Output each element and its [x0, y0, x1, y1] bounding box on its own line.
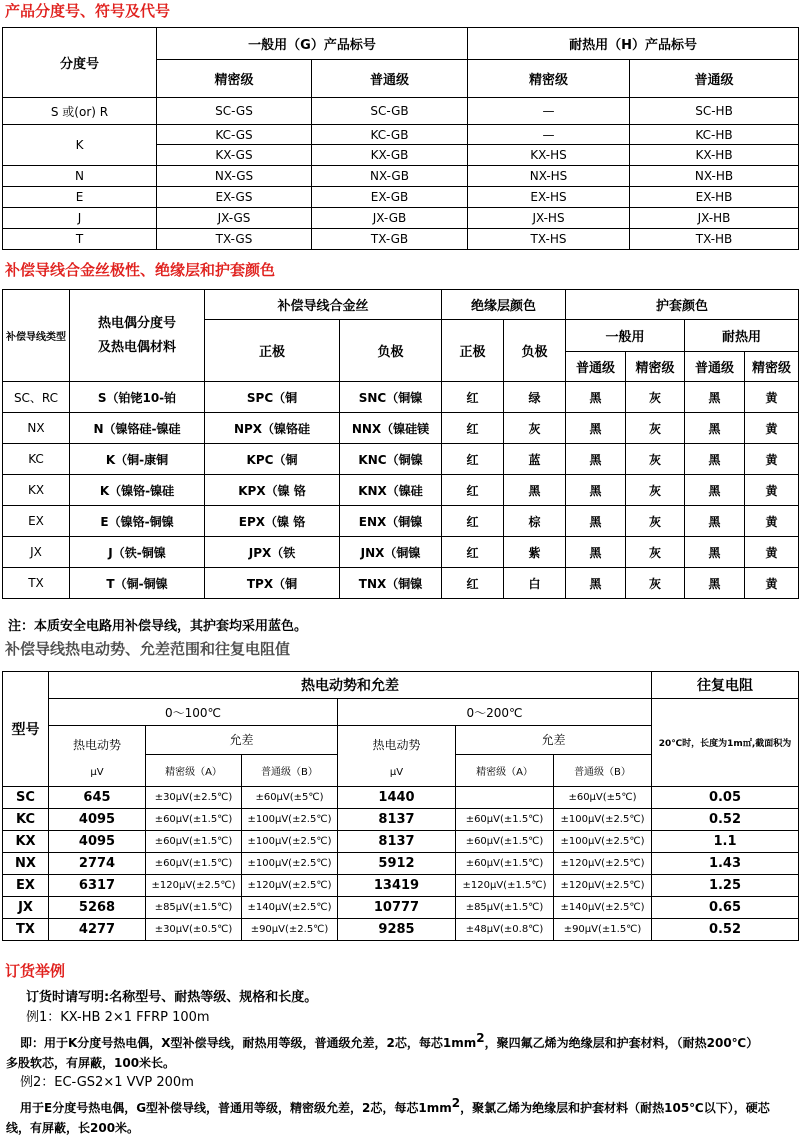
header-grade: 分度号: [3, 28, 157, 98]
cell: [456, 787, 554, 809]
cell: TNX（铜镍: [340, 568, 442, 599]
table-row: [3, 853, 799, 875]
cell: 棕: [504, 506, 566, 537]
cell: 黑: [566, 413, 626, 444]
table-row: [3, 125, 799, 145]
table-row: [3, 537, 799, 568]
cell: 1440: [338, 787, 456, 809]
cell: ±140μV(±2.5℃): [242, 897, 338, 919]
cell: 蓝: [504, 444, 566, 475]
cell: EX-HB: [630, 187, 799, 208]
cell: 1.1: [652, 831, 799, 853]
cell: TX-HS: [468, 229, 630, 250]
cell: ±30μV(±0.5℃): [146, 919, 242, 941]
cell: 黑: [566, 537, 626, 568]
cell: 红: [442, 382, 504, 413]
cell: ±60μV(±1.5℃): [146, 809, 242, 831]
table-row: [3, 897, 799, 919]
cell: 黄: [745, 413, 799, 444]
cell: JX: [3, 897, 49, 919]
cell: 黄: [745, 568, 799, 599]
cell: KNX（镍硅: [340, 475, 442, 506]
cell: 645: [49, 787, 146, 809]
cell: N: [3, 166, 157, 187]
cell: 8137: [338, 809, 456, 831]
cell: 灰: [626, 444, 685, 475]
header-precision: 精密级（A）: [146, 754, 242, 786]
cell: EX-HS: [468, 187, 630, 208]
section4-title: 订货举例: [5, 962, 66, 980]
cell: KC: [3, 809, 49, 831]
cell: —: [468, 125, 630, 145]
header-normal: 普通级（B）: [554, 754, 652, 786]
cell: ±100μV(±2.5℃): [242, 809, 338, 831]
cell: ±120μV(±2.5℃): [554, 875, 652, 897]
header-normal: 普通级: [630, 60, 799, 98]
cell: KX-GB: [312, 145, 468, 166]
cell: 10777: [338, 897, 456, 919]
cell: ±100μV(±2.5℃): [554, 831, 652, 853]
cell: KC: [3, 444, 70, 475]
table-row: [3, 208, 799, 229]
section2-title: 补偿导线合金丝极性、绝缘层和护套颜色: [5, 261, 276, 279]
cell: 红: [442, 537, 504, 568]
cell: 5912: [338, 853, 456, 875]
cell: J（铁-铜镍: [70, 537, 205, 568]
cell: ±60μV(±1.5℃): [456, 831, 554, 853]
cell: 灰: [626, 568, 685, 599]
cell: ±60μV(±1.5℃): [146, 853, 242, 875]
cell: ±140μV(±2.5℃): [554, 897, 652, 919]
header-precision: 精密级: [157, 60, 312, 98]
table-row: [3, 475, 799, 506]
cell: 2774: [49, 853, 146, 875]
cell: 红: [442, 506, 504, 537]
cell: S（铂铑10-铂: [70, 382, 205, 413]
cell: 13419: [338, 875, 456, 897]
cell: 黄: [745, 537, 799, 568]
cell: K: [3, 125, 157, 166]
cell: TX: [3, 568, 70, 599]
cell: KNC（铜镍: [340, 444, 442, 475]
note: 注：本质安全电路用补偿导线，其护套均采用蓝色。: [8, 619, 308, 634]
cell: 1.25: [652, 875, 799, 897]
cell: JX-GS: [157, 208, 312, 229]
cell: NX: [3, 413, 70, 444]
header-normal: 普通级（B）: [242, 754, 338, 786]
cell: 黄: [745, 444, 799, 475]
example-2-desc-cont: 线，有屏蔽，长200米。: [6, 1121, 140, 1135]
header-insulation: 绝缘层颜色: [442, 290, 566, 320]
cell: 0.05: [652, 787, 799, 809]
cell: 0.65: [652, 897, 799, 919]
cell: NPX（镍铬硅: [205, 413, 340, 444]
table-row: [3, 187, 799, 208]
cell: JX-GB: [312, 208, 468, 229]
cell: ±120μV(±2.5℃): [554, 853, 652, 875]
cell: 黄: [745, 382, 799, 413]
cell: ENX（铜镍: [340, 506, 442, 537]
cell: 灰: [626, 475, 685, 506]
cell: JX-HS: [468, 208, 630, 229]
cell: ±60μV(±1.5℃): [456, 853, 554, 875]
cell: 1.43: [652, 853, 799, 875]
cell: 6317: [49, 875, 146, 897]
cell: 黑: [685, 413, 745, 444]
cell: 黑: [566, 506, 626, 537]
cell: 黑: [685, 568, 745, 599]
example-2-desc: 用于E分度号热电偶，G型补偿导线，普通用等级，精密级允差，2芯，每芯$1mm^2$，聚氯乙烯为绝缘层和护套材料（耐热105℃以下），硬芯: [20, 1096, 770, 1115]
cell: 黑: [566, 475, 626, 506]
cell: E（镍铬-铜镍: [70, 506, 205, 537]
cell: SPC（铜: [205, 382, 340, 413]
cell: 黄: [745, 475, 799, 506]
table-row: [3, 875, 799, 897]
cell: SNC（铜镍: [340, 382, 442, 413]
grade-table: [2, 27, 799, 250]
cell: S 或(or) R: [3, 98, 157, 125]
cell: 黑: [566, 444, 626, 475]
header-loop-resistance: 往复电阻: [652, 672, 799, 699]
cell: KC-GS: [157, 125, 312, 145]
example-2: 例2：EC-GS2×1 VVP 200m: [20, 1075, 194, 1090]
cell: 灰: [626, 413, 685, 444]
table-row: [3, 229, 799, 250]
table-row: [3, 166, 799, 187]
cell: KX: [3, 475, 70, 506]
emf-table: [2, 671, 799, 941]
cell: EX-GS: [157, 187, 312, 208]
section1-title: 产品分度号、符号及代号: [5, 2, 171, 20]
header-precision: 精密级: [626, 352, 685, 382]
cell: ±85μV(±1.5℃): [146, 897, 242, 919]
cell: EPX（镍 铬: [205, 506, 340, 537]
header-emf: 热电动势 μV: [338, 726, 456, 787]
header-emf-tolerance: 热电动势和允差: [49, 672, 652, 699]
cell: NX-HS: [468, 166, 630, 187]
cell: K（镍铬-镍硅: [70, 475, 205, 506]
cell: J: [3, 208, 157, 229]
header-alloy: 补偿导线合金丝: [205, 290, 442, 320]
header-general: 一般用: [566, 320, 685, 352]
cell: ±60μV(±1.5℃): [456, 809, 554, 831]
cell: ±120μV(±2.5℃): [242, 875, 338, 897]
header-thermocouple: 热电偶分度号 及热电偶材料: [70, 290, 205, 382]
header-sheath: 护套颜色: [566, 290, 799, 320]
cell: KX: [3, 831, 49, 853]
cell: 红: [442, 413, 504, 444]
table-row: [3, 506, 799, 537]
table-row: [3, 444, 799, 475]
cell: KC-GB: [312, 125, 468, 145]
cell: N（镍铬硅-镍硅: [70, 413, 205, 444]
cell: 黑: [566, 382, 626, 413]
cell: ±120μV(±2.5℃): [146, 875, 242, 897]
table-row: [3, 787, 799, 809]
cell: EX: [3, 506, 70, 537]
header-positive: 正极: [442, 320, 504, 382]
header-tolerance: 允差: [456, 726, 652, 755]
table-row: [3, 809, 799, 831]
header-emf: 热电动势 μV: [49, 726, 146, 787]
cell: 绿: [504, 382, 566, 413]
cell: NX-GS: [157, 166, 312, 187]
header-heat: 耐热用（H）产品标号: [468, 28, 799, 60]
table-row: [3, 831, 799, 853]
cell: JNX（铜镍: [340, 537, 442, 568]
cell: 灰: [626, 382, 685, 413]
cell: SC、RC: [3, 382, 70, 413]
section3-title: 补偿导线热电动势、允差范围和往复电阻值: [5, 640, 291, 658]
order-example: [6, 988, 796, 1138]
cell: K（铜-康铜: [70, 444, 205, 475]
cell: 0.52: [652, 809, 799, 831]
cell: ±90μV(±1.5℃): [554, 919, 652, 941]
cell: 红: [442, 475, 504, 506]
example-1: 例1：KX-HB 2×1 FFRP 100m: [26, 1010, 210, 1025]
cell: SC-GS: [157, 98, 312, 125]
cell: EX-GB: [312, 187, 468, 208]
cell: 8137: [338, 831, 456, 853]
cell: NX: [3, 853, 49, 875]
header-type: 补偿导线类型: [3, 290, 70, 382]
cell: 灰: [504, 413, 566, 444]
header-tolerance: 允差: [146, 726, 338, 755]
table-row: [3, 382, 799, 413]
example-1-desc: 即：用于K分度号热电偶，X型补偿导线，耐热用等级，普通级允差，2芯，每芯$1mm^2$，聚四氟乙烯为绝缘层和护套材料，（耐热200℃）: [20, 1031, 759, 1050]
cell: 红: [442, 568, 504, 599]
cell: KX-HB: [630, 145, 799, 166]
cell: 0.52: [652, 919, 799, 941]
header-range-200: 0～200℃: [338, 699, 652, 726]
cell: ±48μV(±0.8℃): [456, 919, 554, 941]
cell: ±120μV(±1.5℃): [456, 875, 554, 897]
cell: 4095: [49, 831, 146, 853]
header-model: 型号: [3, 672, 49, 787]
header-loop-desc: 20℃时，长度为1m㎡,截面积为: [652, 699, 799, 787]
cell: ±60μV(±1.5℃): [146, 831, 242, 853]
cell: —: [468, 98, 630, 125]
cell: ±85μV(±1.5℃): [456, 897, 554, 919]
cell: KPX（镍 铬: [205, 475, 340, 506]
cell: TPX（铜: [205, 568, 340, 599]
cell: SC-HB: [630, 98, 799, 125]
cell: 灰: [626, 537, 685, 568]
order-intro: 订货时请写明:名称型号、耐热等级、规格和长度。: [26, 990, 318, 1005]
header-general: 一般用（G）产品标号: [157, 28, 468, 60]
header-precision: 精密级（A）: [456, 754, 554, 786]
cell: T: [3, 229, 157, 250]
header-normal: 普通级: [566, 352, 626, 382]
header-negative: 负极: [340, 320, 442, 382]
cell: 黑: [685, 475, 745, 506]
header-negative: 负极: [504, 320, 566, 382]
cell: 黑: [685, 506, 745, 537]
cell: KX-HS: [468, 145, 630, 166]
header-normal: 普通级: [685, 352, 745, 382]
header-normal: 普通级: [312, 60, 468, 98]
cell: ±60μV(±5℃): [242, 787, 338, 809]
header-precision: 精密级: [468, 60, 630, 98]
cell: SC: [3, 787, 49, 809]
cell: 灰: [626, 506, 685, 537]
cell: ±90μV(±2.5℃): [242, 919, 338, 941]
header-positive: 正极: [205, 320, 340, 382]
cell: 黑: [685, 444, 745, 475]
cell: JPX（铁: [205, 537, 340, 568]
cell: TX: [3, 919, 49, 941]
cell: NX-HB: [630, 166, 799, 187]
cell: 白: [504, 568, 566, 599]
cell: 红: [442, 444, 504, 475]
color-table: [2, 289, 799, 599]
cell: ±100μV(±2.5℃): [242, 853, 338, 875]
cell: EX: [3, 875, 49, 897]
cell: ±60μV(±5℃): [554, 787, 652, 809]
table-row: [3, 919, 799, 941]
cell: ±30μV(±2.5℃): [146, 787, 242, 809]
cell: TX-GS: [157, 229, 312, 250]
cell: 4277: [49, 919, 146, 941]
header-precision: 精密级: [745, 352, 799, 382]
cell: 9285: [338, 919, 456, 941]
cell: E: [3, 187, 157, 208]
cell: 黑: [504, 475, 566, 506]
cell: SC-GB: [312, 98, 468, 125]
cell: TX-HB: [630, 229, 799, 250]
example-1-desc-cont: 多股软芯，有屏蔽，100米长。: [6, 1056, 176, 1070]
header-heat: 耐热用: [685, 320, 799, 352]
table-row: [3, 98, 799, 125]
cell: 黄: [745, 506, 799, 537]
cell: 黑: [566, 568, 626, 599]
cell: JX-HB: [630, 208, 799, 229]
cell: ±100μV(±2.5℃): [554, 809, 652, 831]
cell: TX-GB: [312, 229, 468, 250]
cell: T（铜-铜镍: [70, 568, 205, 599]
cell: ±100μV(±2.5℃): [242, 831, 338, 853]
cell: 4095: [49, 809, 146, 831]
cell: KPC（铜: [205, 444, 340, 475]
cell: KC-HB: [630, 125, 799, 145]
cell: 黑: [685, 382, 745, 413]
cell: JX: [3, 537, 70, 568]
table-row: [3, 413, 799, 444]
table-row: [3, 568, 799, 599]
cell: 5268: [49, 897, 146, 919]
cell: NX-GB: [312, 166, 468, 187]
cell: 黑: [685, 537, 745, 568]
header-range-100: 0～100℃: [49, 699, 338, 726]
cell: NNX（镍硅镁: [340, 413, 442, 444]
cell: KX-GS: [157, 145, 312, 166]
cell: 紫: [504, 537, 566, 568]
